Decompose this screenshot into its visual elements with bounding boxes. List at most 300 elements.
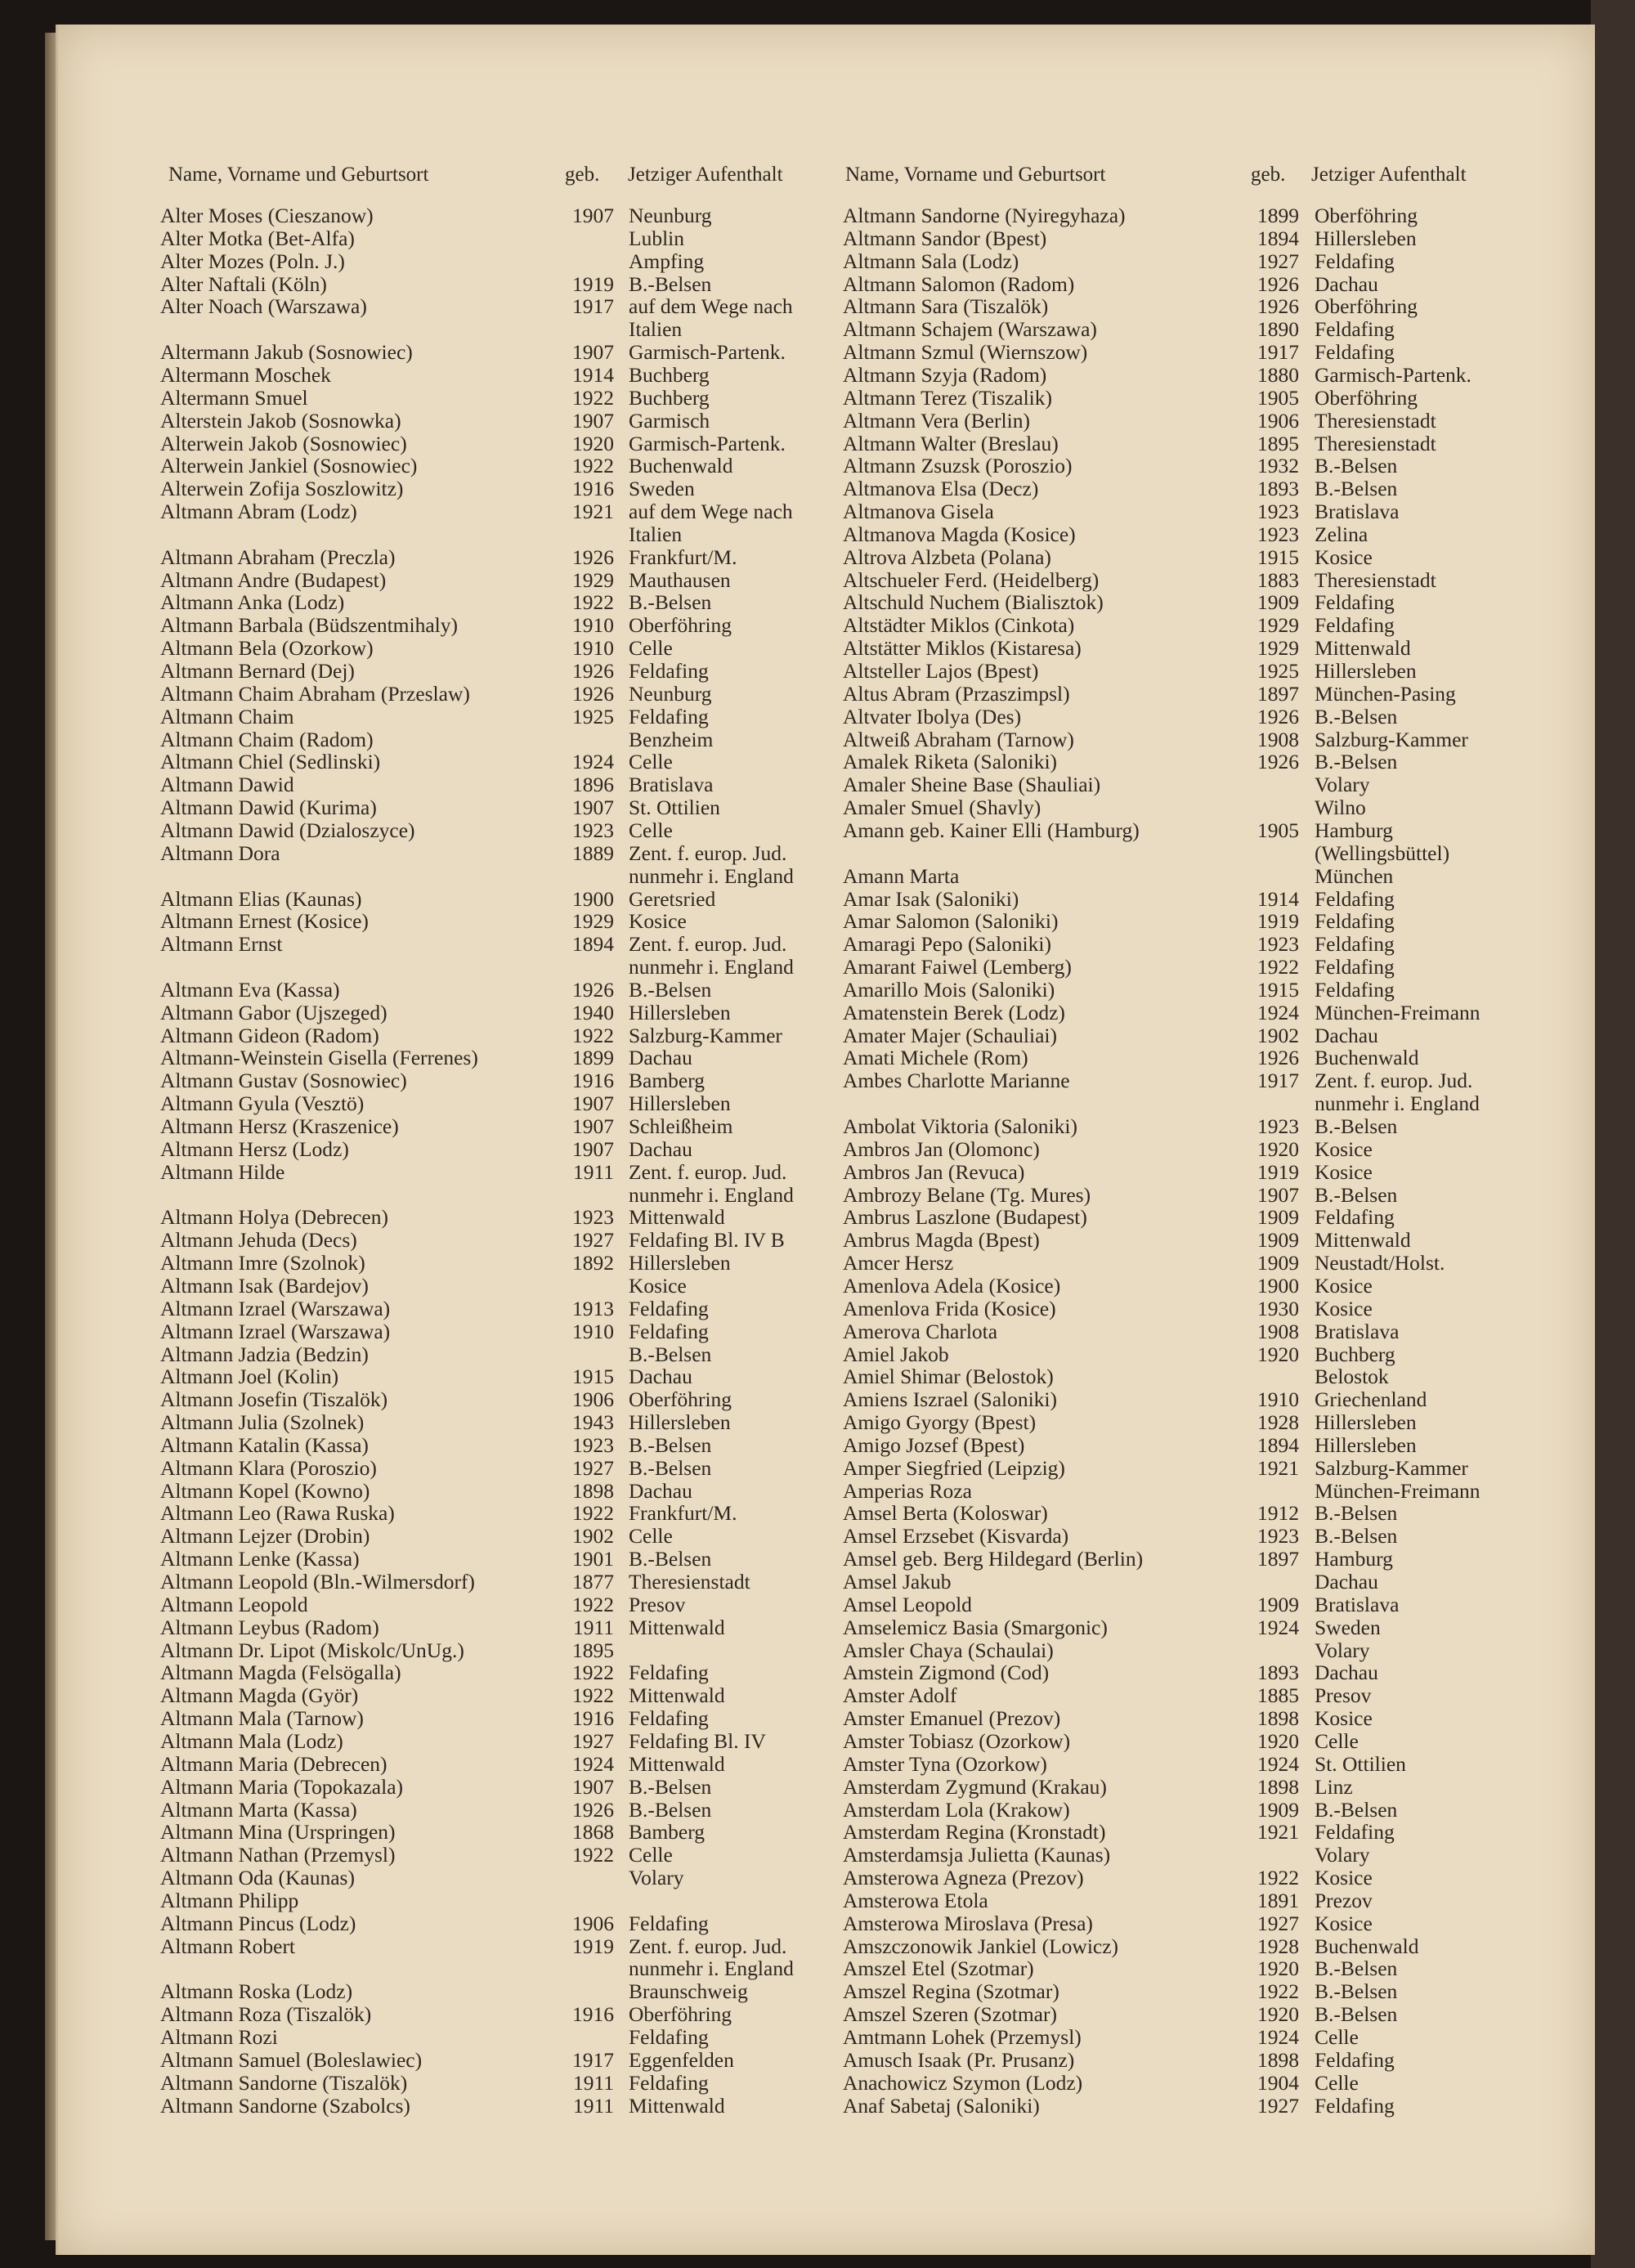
entry-location: München-Freimann [1315,1000,1480,1024]
entry-name: Altmann Imre (Szolnok) [160,1251,365,1275]
entry-year: 1929 [572,909,614,934]
entry-year: 1924 [572,750,614,774]
entry-location: Hillersleben [1315,659,1417,683]
entry-name: Altmann Chaim (Radom) [160,727,374,751]
entry-location: Dachau [1315,1023,1378,1047]
entry-location: B.-Belsen [1315,2002,1398,2027]
entry-name: Altmann Jehuda (Decs) [160,1228,357,1253]
entry-year: 1923 [572,1432,614,1457]
entry-name: Amarillo Mois (Saloniki) [843,977,1055,1002]
entry-location: München [1315,863,1394,888]
header-name: Name, Vorname und Geburtsort [845,164,1106,186]
entry-location: Zelina [1315,522,1368,546]
entry-location: Volary [1315,773,1370,797]
entry-location: Salzburg-Kammer [1315,1455,1468,1480]
entry-name: Amsterdamsja Julietta (Kaunas) [843,1843,1111,1867]
entry-year: 1927 [572,1228,614,1253]
entry-name: Altmann Roza (Tiszalök) [160,2002,372,2027]
entry-year: 1893 [1257,1661,1299,1685]
entry-name: Altmann Dawid (Kurima) [160,796,377,820]
entry-name: Amigo Gyorgy (Bpest) [843,1410,1037,1435]
entry-year: 1910 [572,636,614,661]
entry-year: 1924 [572,1751,614,1776]
entry-location: Italien [629,317,683,342]
entry-year: 1900 [1257,1273,1299,1298]
entry-location: Hillersleben [1315,1432,1417,1457]
document-page [56,25,1595,2255]
entry-location: Celle [629,1843,673,1867]
entry-year: 1894 [572,932,614,957]
entry-location: Feldafing [1315,886,1395,911]
entry-name: Altmann Chaim [160,704,294,728]
entry-year: 1898 [1257,1706,1299,1731]
entry-year: 1894 [1257,1432,1299,1457]
entry-location: Salzburg-Kammer [629,1023,782,1047]
entry-location: Feldafing [629,704,709,728]
entry-name: Altmann Dawid (Dzialoszyce) [160,818,415,842]
entry-year: 1905 [1257,385,1299,410]
entry-location: Mauthausen [629,567,731,592]
entry-year: 1922 [1257,955,1299,979]
entry-name: Altmann Abraham (Preczla) [160,545,396,569]
entry-name: Altweiß Abraham (Tarnow) [843,727,1074,751]
entry-location: B.-Belsen [1315,477,1398,501]
entry-year: 1921 [572,500,614,524]
entry-name: Altmann Sandorne (Szabolcs) [160,2093,410,2118]
entry-name: Altstätter Miklos (Kistaresa) [843,636,1082,661]
entry-location: auf dem Wege nach [629,294,793,319]
entry-location: Volary [1315,1843,1370,1867]
entry-location: B.-Belsen [1315,1114,1398,1138]
entry-name: Altmann Vera (Berlin) [843,408,1030,433]
entry-location: Dachau [629,1365,692,1389]
entry-location: nunmehr i. England [629,863,794,888]
entry-name: Amatenstein Berek (Lodz) [843,1000,1065,1024]
entry-year: 1940 [572,1000,614,1024]
entry-name: Altmann Maria (Debrecen) [160,1751,387,1776]
entry-location: Prezov [1315,1888,1373,1912]
entry-name: Altmann Gideon (Radom) [160,1023,379,1047]
entry-year: 1929 [1257,613,1299,638]
entry-name: Altmann Schajem (Warszawa) [843,317,1097,342]
entry-year: 1912 [1257,1501,1299,1526]
entry-year: 1910 [1257,1387,1299,1412]
entry-year: 1899 [572,1046,614,1070]
entry-location: B.-Belsen [1315,704,1398,728]
entry-name: Amati Michele (Rom) [843,1046,1028,1070]
entry-name: Altmann Zsuzsk (Poroszio) [843,454,1073,478]
entry-year: 1909 [1257,1251,1299,1275]
entry-name: Altmann Roska (Lodz) [160,1979,353,2004]
entry-year: 1908 [1257,1319,1299,1343]
entry-location: Eggenfelden [629,2047,734,2072]
entry-location: B.-Belsen [629,1432,712,1457]
entry-year: 1922 [1257,1866,1299,1890]
entry-year: 1899 [1257,204,1299,227]
entry-name: Altmann Robert [160,1934,296,1958]
entry-location: Bratislava [629,773,714,797]
entry-year: 1917 [1257,340,1299,365]
entry-location: Mittenwald [629,1615,725,1639]
entry-location: Feldafing [629,1319,709,1343]
entry-name: Amszel Etel (Szotmar) [843,1956,1034,1981]
entry-name: Altmann Hersz (Kraszenice) [160,1114,399,1138]
entry-name: Altmann Leybus (Radom) [160,1615,379,1639]
entry-location: B.-Belsen [629,1547,712,1571]
entry-year: 1898 [572,1478,614,1503]
entry-year: 1916 [572,1069,614,1093]
entry-location: Oberföhring [1315,204,1418,227]
entry-name: Amster Tyna (Ozorkow) [843,1751,1047,1776]
entry-year: 1897 [1257,1547,1299,1571]
entry-name: Altmann Dr. Lipot (Miskolc/UnUg.) [160,1638,464,1662]
entry-name: Altermann Jakub (Sosnowiec) [160,340,413,365]
entry-year: 1911 [572,1615,614,1639]
entry-year: 1894 [1257,226,1299,250]
entry-year: 1915 [1257,977,1299,1002]
entry-name: Amaler Smuel (Shavly) [843,796,1041,820]
entry-location: B.-Belsen [629,590,712,615]
entry-location: Feldafing [629,1296,709,1320]
entry-location: Garmisch [629,408,710,433]
entry-year: 1924 [1257,1615,1299,1639]
entry-name: Altmann Dawid [160,773,294,797]
entry-location: Buchenwald [1315,1934,1419,1958]
entry-name: Amper Siegfried (Leipzig) [843,1455,1065,1480]
entry-year: 1902 [572,1524,614,1549]
entry-location: München-Freimann [1315,1478,1480,1503]
entry-year: 1916 [572,1706,614,1731]
entry-year: 1920 [1257,1956,1299,1981]
entry-location: Sweden [1315,1615,1381,1639]
entry-year: 1898 [1257,1774,1299,1799]
entry-location: Buchberg [629,362,710,387]
entry-name: Altmann Szmul (Wiernszow) [843,340,1088,365]
entry-year: 1929 [572,567,614,592]
entry-location: Sweden [629,477,695,501]
entry-name: Amcer Hersz [843,1251,954,1275]
entry-name: Altmann Sandor (Bpest) [843,226,1047,250]
entry-name: Amusch Isaak (Pr. Prusanz) [843,2047,1075,2072]
entry-name: Altmann Mina (Urspringen) [160,1820,396,1844]
entry-location: Theresienstadt [1315,567,1436,592]
entry-name: Amsel Erzsebet (Kisvarda) [843,1524,1069,1549]
entry-location: Mittenwald [1315,1228,1411,1253]
entry-location: B.-Belsen [1315,454,1398,478]
entry-year: 1924 [1257,2025,1299,2049]
entry-year: 1907 [572,408,614,433]
entry-name: Altmanova Gisela [843,500,994,524]
entry-location: Geretsried [629,886,716,911]
entry-name: Alter Mozes (Poln. J.) [160,249,345,273]
entry-location: Hamburg [1315,1547,1393,1571]
entry-year: 1919 [1257,1159,1299,1184]
entry-year: 1910 [572,613,614,638]
entry-name: Alter Naftali (Köln) [160,271,327,296]
entry-year: 1923 [1257,522,1299,546]
entry-name: Altmann Bela (Ozorkow) [160,636,374,661]
entry-year: 1906 [1257,408,1299,433]
entry-year: 1909 [1257,590,1299,615]
entry-year: 1922 [572,385,614,410]
entry-year: 1926 [1257,704,1299,728]
entry-location: Lublin [629,226,684,250]
entry-year: 1923 [1257,932,1299,957]
entry-year: 1914 [1257,886,1299,911]
entry-year: 1898 [1257,2047,1299,2072]
entry-year: 1905 [1257,818,1299,842]
entry-location: B.-Belsen [629,271,712,296]
entry-year: 1920 [1257,2002,1299,2027]
entry-year: 1920 [1257,1136,1299,1161]
entry-location: Zent. f. europ. Jud. [629,840,787,865]
entry-location: Celle [1315,2025,1359,2049]
entry-year: 1915 [572,1365,614,1389]
entry-year: 1915 [1257,545,1299,569]
entry-name: Amster Tobiasz (Ozorkow) [843,1728,1071,1753]
entry-name: Altmann Chaim Abraham (Przeslaw) [160,681,470,706]
entry-location: B.-Belsen [629,1797,712,1822]
entry-location: Oberföhring [629,2002,732,2027]
entry-location: nunmehr i. England [1315,1091,1480,1116]
entry-name: Amsterdam Zygmund (Krakau) [843,1774,1107,1799]
entry-name: Altmann Joel (Kolin) [160,1365,339,1389]
entry-year: 1928 [1257,1934,1299,1958]
entry-location: B.-Belsen [629,1455,712,1480]
entry-year: 1885 [1257,1683,1299,1708]
entry-year: 1926 [1257,1046,1299,1070]
entry-location: Mittenwald [629,1683,725,1708]
entry-year: 1927 [1257,249,1299,273]
entry-name: Altmann Szyja (Radom) [843,362,1047,387]
entry-name: Altmann Chiel (Sedlinski) [160,750,381,774]
entry-location: Celle [629,636,673,661]
entry-location: Hillersleben [1315,1410,1417,1435]
entry-year: 1920 [1257,1728,1299,1753]
entry-name: Altmann Nathan (Przemysl) [160,1843,396,1867]
entry-year: 1896 [572,773,614,797]
entry-location: Ampfing [629,249,705,273]
entry-location: Braunschweig [629,1979,748,2004]
entry-location: Kosice [1315,1159,1373,1184]
entry-year: 1924 [1257,1000,1299,1024]
entry-location: Dachau [629,1478,692,1503]
entry-location: Garmisch-Partenk. [629,340,786,365]
entry-year: 1919 [572,1934,614,1958]
entry-location: Bratislava [1315,1592,1400,1616]
entry-location: B.-Belsen [1315,1797,1398,1822]
entry-location: Volary [1315,1638,1370,1662]
entry-year: 1917 [1257,1069,1299,1093]
entry-location: Feldafing [1315,2093,1395,2118]
entry-location: Bamberg [629,1069,706,1093]
entry-location: Frankfurt/M. [629,545,737,569]
entry-location: Hillersleben [629,1410,731,1435]
entry-location: Frankfurt/M. [629,1501,737,1526]
entry-name: Altmann Izrael (Warszawa) [160,1319,391,1343]
entry-year: 1928 [1257,1410,1299,1435]
entry-name: Amstein Zigmond (Cod) [843,1661,1050,1685]
entry-year: 1891 [1257,1888,1299,1912]
entry-name: Altmann Abram (Lodz) [160,500,357,524]
entry-year: 1890 [1257,317,1299,342]
entry-location: Feldafing [629,1911,709,1935]
entry-name: Altmann Gabor (Ujszeged) [160,1000,387,1024]
entry-year: 1904 [1257,2070,1299,2095]
entry-name: Amsler Chaya (Schaulai) [843,1638,1054,1662]
entry-name: Amenlova Frida (Kosice) [843,1296,1056,1320]
entry-name: Ambros Jan (Olomonc) [843,1136,1040,1161]
entry-year: 1925 [572,704,614,728]
entry-location: B.-Belsen [629,1342,712,1366]
entry-name: Ambolat Viktoria (Saloniki) [843,1114,1077,1138]
entry-year: 1893 [1257,477,1299,501]
entry-name: Alterwein Zofija Soszlowitz) [160,477,404,501]
entry-name: Amar Isak (Saloniki) [843,886,1019,911]
entry-year: 1909 [1257,1205,1299,1230]
entry-name: Altmann Bernard (Dej) [160,659,355,683]
entry-location: Oberföhring [1315,385,1418,410]
entry-name: Alter Noach (Warszawa) [160,294,367,319]
entry-location: Kosice [1315,545,1373,569]
entry-location: Feldafing Bl. IV B [629,1228,785,1253]
entry-name: Altmann Philipp [160,1888,299,1912]
entry-name: Altmann Rozi [160,2025,278,2049]
entry-name: Amar Salomon (Saloniki) [843,909,1059,934]
entry-location: Feldafing [1315,2047,1395,2072]
entry-name: Altmann Sandorne (Nyiregyhaza) [843,204,1126,227]
entry-location: Buchenwald [629,454,733,478]
entry-location: B.-Belsen [629,1774,712,1799]
entry-year: 1943 [572,1410,614,1435]
entry-location: Presov [1315,1683,1372,1708]
entry-year: 1907 [1257,1182,1299,1207]
entry-location: Feldafing [1315,977,1395,1002]
entry-name: Amsterowa Etola [843,1888,988,1912]
entry-name: Altmann Andre (Budapest) [160,567,387,592]
entry-year: 1906 [572,1911,614,1935]
entry-name: Amtmann Lohek (Przemysl) [843,2025,1082,2049]
entry-location: Celle [629,818,673,842]
entry-year: 1922 [1257,1979,1299,2004]
entry-name: Amsel Berta (Koloswar) [843,1501,1048,1526]
entry-location: B.-Belsen [629,977,712,1002]
entry-name: Alter Motka (Bet-Alfa) [160,226,355,250]
entry-location: Feldafing [1315,909,1395,934]
entry-year: 1917 [572,294,614,319]
entry-name: Amsterdam Lola (Krakow) [843,1797,1070,1822]
entry-location: Feldafing [1315,590,1395,615]
entry-location: Kosice [1315,1866,1373,1890]
entry-name: Altmann Klara (Poroszio) [160,1455,377,1480]
entry-name: Amigo Jozsef (Bpest) [843,1432,1025,1457]
entry-name: Altermann Moschek [160,362,331,387]
entry-location: Neunburg [629,681,712,706]
entry-location: Theresienstadt [629,1570,750,1593]
entry-year: 1921 [1257,1455,1299,1480]
entry-location: Zent. f. europ. Jud. [629,1934,787,1958]
entry-name: Amenlova Adela (Kosice) [843,1273,1061,1298]
entry-year: 1926 [572,545,614,569]
entry-location: Celle [1315,2070,1359,2095]
entry-location: Feldafing [629,1706,709,1731]
entry-location: Dachau [1315,271,1378,296]
header-place: Jetziger Aufenthalt [1311,164,1467,186]
entry-year: 1919 [1257,909,1299,934]
entry-name: Altmann Holya (Debrecen) [160,1205,388,1230]
entry-location: Kosice [1315,1911,1373,1935]
entry-name: Amsel Leopold [843,1592,972,1616]
entry-name: Altmann-Weinstein Gisella (Ferrenes) [160,1046,478,1070]
entry-location: Feldafing [1315,340,1395,365]
entry-location: Salzburg-Kammer [1315,727,1468,751]
entry-location: Dachau [1315,1570,1378,1593]
entry-year: 1920 [572,431,614,455]
entry-year: 1924 [1257,1751,1299,1776]
entry-name: Altmann Leopold (Bln.-Wilmersdorf) [160,1570,475,1593]
entry-year: 1926 [1257,271,1299,296]
entry-year: 1868 [572,1820,614,1844]
entry-year: 1907 [572,1114,614,1138]
entry-year: 1880 [1257,362,1299,387]
entry-location: Feldafing [1315,955,1395,979]
entry-location: Hamburg [1315,818,1393,842]
entry-name: Altmanova Elsa (Decz) [843,477,1039,501]
entry-year: 1923 [572,1205,614,1230]
entry-name: Altstädter Miklos (Cinkota) [843,613,1075,638]
entry-location: Mittenwald [629,2093,725,2118]
entry-location: Feldafing Bl. IV [629,1728,766,1753]
entry-year: 1901 [572,1547,614,1571]
entry-location: Kosice [1315,1296,1373,1320]
entry-name: Amann geb. Kainer Elli (Hamburg) [843,818,1140,842]
entry-name: Altmann Katalin (Kassa) [160,1432,369,1457]
entry-name: Altmann Oda (Kaunas) [160,1866,355,1890]
entry-year: 1907 [572,1136,614,1161]
entry-name: Altmann Isak (Bardejov) [160,1273,369,1298]
entry-name: Amiens Iszrael (Saloniki) [843,1387,1058,1412]
entry-name: Altmann Ernst [160,932,283,957]
entry-location: Feldafing [1315,249,1395,273]
entry-location: Bratislava [1315,1319,1400,1343]
entry-name: Altmann Ernest (Kosice) [160,909,369,934]
entry-name: Altmann Mala (Tarnow) [160,1706,364,1731]
entry-location: Feldafing [1315,613,1395,638]
entry-location: Oberföhring [629,613,732,638]
entry-location: Buchberg [1315,1342,1395,1366]
entry-name: Amsterowa Miroslava (Presa) [843,1911,1093,1935]
entry-year: 1907 [572,796,614,820]
entry-year: 1923 [1257,1114,1299,1138]
entry-name: Altmann Sara (Tiszalök) [843,294,1049,319]
entry-year: 1927 [1257,1911,1299,1935]
entry-location: B.-Belsen [1315,1524,1398,1549]
header-geb: geb. [565,164,600,186]
entry-location: B.-Belsen [1315,1501,1398,1526]
entry-name: Altermann Smuel [160,385,308,410]
entry-location: Feldafing [629,1661,709,1685]
entry-location: Feldafing [1315,1205,1395,1230]
entry-name: Ambrus Magda (Bpest) [843,1228,1040,1253]
entry-year: 1917 [572,2047,614,2072]
entry-location: Oberföhring [1315,294,1418,319]
entry-location: B.-Belsen [1315,750,1398,774]
entry-location: Kosice [1315,1706,1373,1731]
entry-year: 1892 [572,1251,614,1275]
entry-year: 1926 [572,659,614,683]
entry-name: Altsteller Lajos (Bpest) [843,659,1039,683]
entry-location: Celle [629,1524,673,1549]
